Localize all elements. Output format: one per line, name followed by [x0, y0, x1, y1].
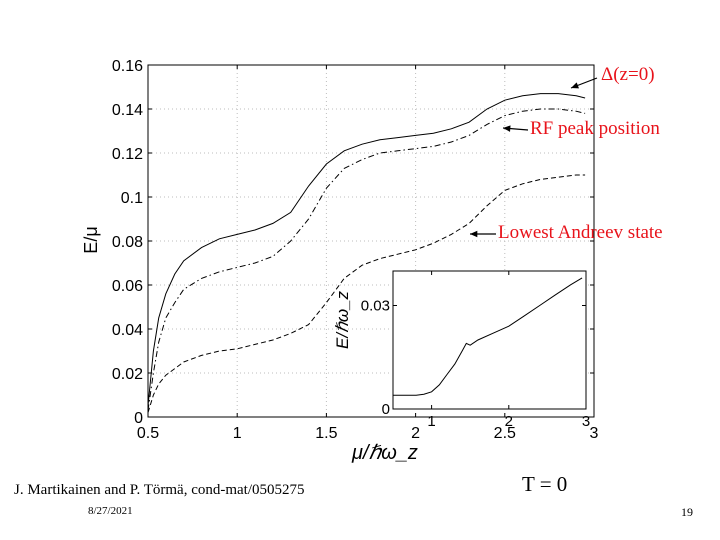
y-tick-label: 0.08: [111, 234, 143, 251]
y-tick-label: 0.06: [111, 278, 143, 295]
temperature-label: T = 0: [522, 472, 568, 496]
inset-y-tick-label: 0: [381, 401, 390, 418]
x-axis-label: μ/ℏω_z: [352, 442, 418, 464]
inset-x-tick-label: 3: [581, 413, 591, 430]
andreev-annotation: Lowest Andreev state: [498, 222, 663, 243]
rf-arrow-head: [503, 125, 511, 132]
slide-number: 19: [681, 505, 693, 519]
x-tick-label: 1: [232, 425, 242, 442]
inset-x-tick-label: 1: [427, 413, 436, 430]
y-tick-label: 0.04: [111, 322, 143, 339]
x-tick-label: 3: [589, 425, 599, 442]
y-tick-label: 0: [134, 410, 143, 427]
x-tick-label: 0.5: [136, 425, 160, 442]
x-tick-label: 2.5: [493, 425, 516, 442]
inset-y-axis-label: E/ℏω_z: [333, 290, 352, 350]
delta-arrow-head: [571, 82, 579, 88]
citation: J. Martikainen and P. Törmä, cond-mat/0505275: [14, 482, 305, 498]
andreev-arrow-head: [470, 231, 477, 238]
y-tick-label: 0.1: [120, 190, 143, 207]
y-tick-label: 0.12: [111, 146, 143, 163]
y-tick-label: 0.02: [111, 366, 143, 383]
y-axis-label: E/μ: [81, 226, 101, 254]
x-tick-label: 2: [411, 425, 421, 442]
inset-x-tick-label: 2: [504, 413, 513, 430]
inset-background: [392, 270, 587, 410]
y-tick-label: 0.16: [111, 58, 143, 75]
slide-date: 8/27/2021: [88, 505, 133, 517]
rf-annotation: RF peak position: [530, 118, 660, 139]
x-tick-label: 1.5: [315, 425, 338, 442]
delta-annotation: Δ(z=0): [601, 64, 655, 85]
y-tick-label: 0.14: [111, 102, 143, 119]
inset-y-tick-label: 0.03: [360, 297, 390, 315]
